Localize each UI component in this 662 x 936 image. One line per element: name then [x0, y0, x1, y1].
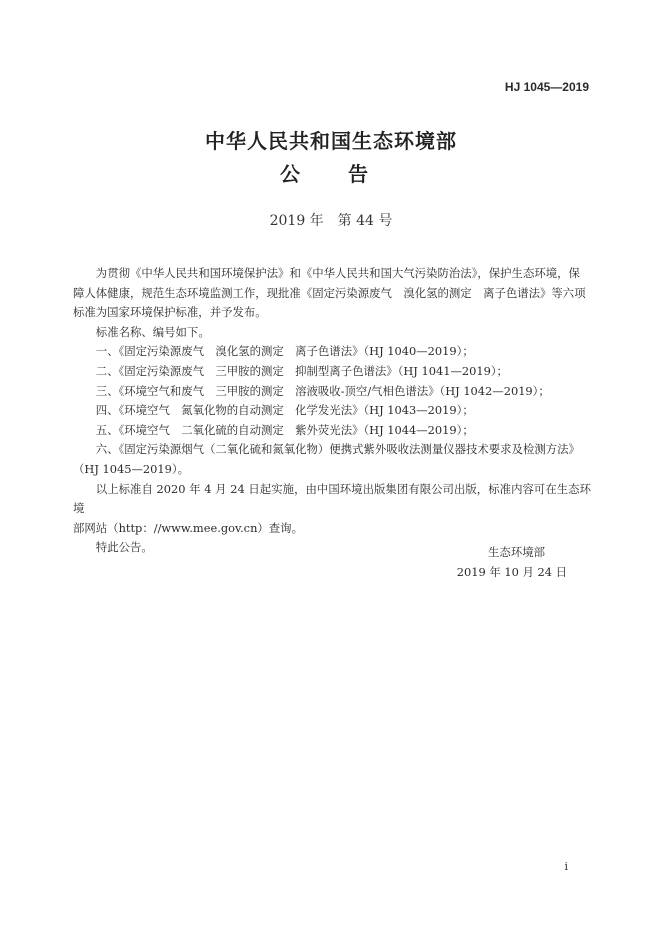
list-item: 二、《固定污染源废气 三甲胺的测定 抑制型离子色谱法》（HJ 1041—2019）；	[95, 363, 508, 378]
standard-code: HJ 1045—2019	[504, 80, 589, 94]
list-item-line: 六、《固定污染源烟气（二氧化硫和氮氧化物）便携式紫外吸收法测量仪器技术要求及检测方法》	[95, 442, 580, 457]
list-item: 三、《环境空气和废气 三甲胺的测定 溶液吸收-顶空/气相色谱法》（HJ 1042—2019）；	[95, 383, 550, 398]
implementation-line: 部网站（http：//www.mee.gov.cn）查询。	[73, 520, 303, 535]
signature-org: 生态环境部	[488, 545, 545, 559]
ministry-name: 中华人民共和国生态环境部	[205, 129, 457, 153]
implementation-paragraph	[73, 480, 591, 539]
announcement-body	[73, 264, 591, 558]
list-header: 标准名称、编号如下。	[95, 324, 210, 339]
list-item-line: （HJ 1045—2019）。	[73, 461, 189, 476]
signature-block	[367, 543, 567, 582]
closing-line: 特此公告。	[95, 540, 153, 555]
list-item: 五、《环境空气 二氧化硫的自动测定 紫外荧光法》（HJ 1044—2019）；	[95, 422, 474, 437]
implementation-line: 以上标准自 2020 年 4 月 24 日起实施，由中国环境出版集团有限公司出版，标准内容可在生态环境	[73, 481, 591, 516]
intro-line: 标准为国家环境保护标准，并予发布。	[73, 305, 267, 320]
signature-date: 2019 年 10 月 24 日	[456, 564, 567, 579]
intro-line: 为贯彻《中华人民共和国环境保护法》和《中华人民共和国大气污染防治法》，保护生态环境，保	[95, 266, 580, 280]
list-item	[73, 440, 591, 479]
issue-number: 2019 年 第 44 号	[269, 213, 393, 229]
document-title: 公 告	[280, 162, 382, 186]
intro-line: 障人体健康，规范生态环境监测工作，现批准《固定污染源废气 溴化氢的测定 离子色谱法》等六项	[73, 285, 586, 300]
list-item: 四、《环境空气 氮氧化物的自动测定 化学发光法》（HJ 1043—2019）；	[95, 403, 474, 418]
list-item: 一、《固定污染源废气 溴化氢的测定 离子色谱法》（HJ 1040—2019）；	[95, 344, 474, 359]
intro-paragraph	[73, 264, 591, 323]
page-number: i	[564, 860, 568, 873]
